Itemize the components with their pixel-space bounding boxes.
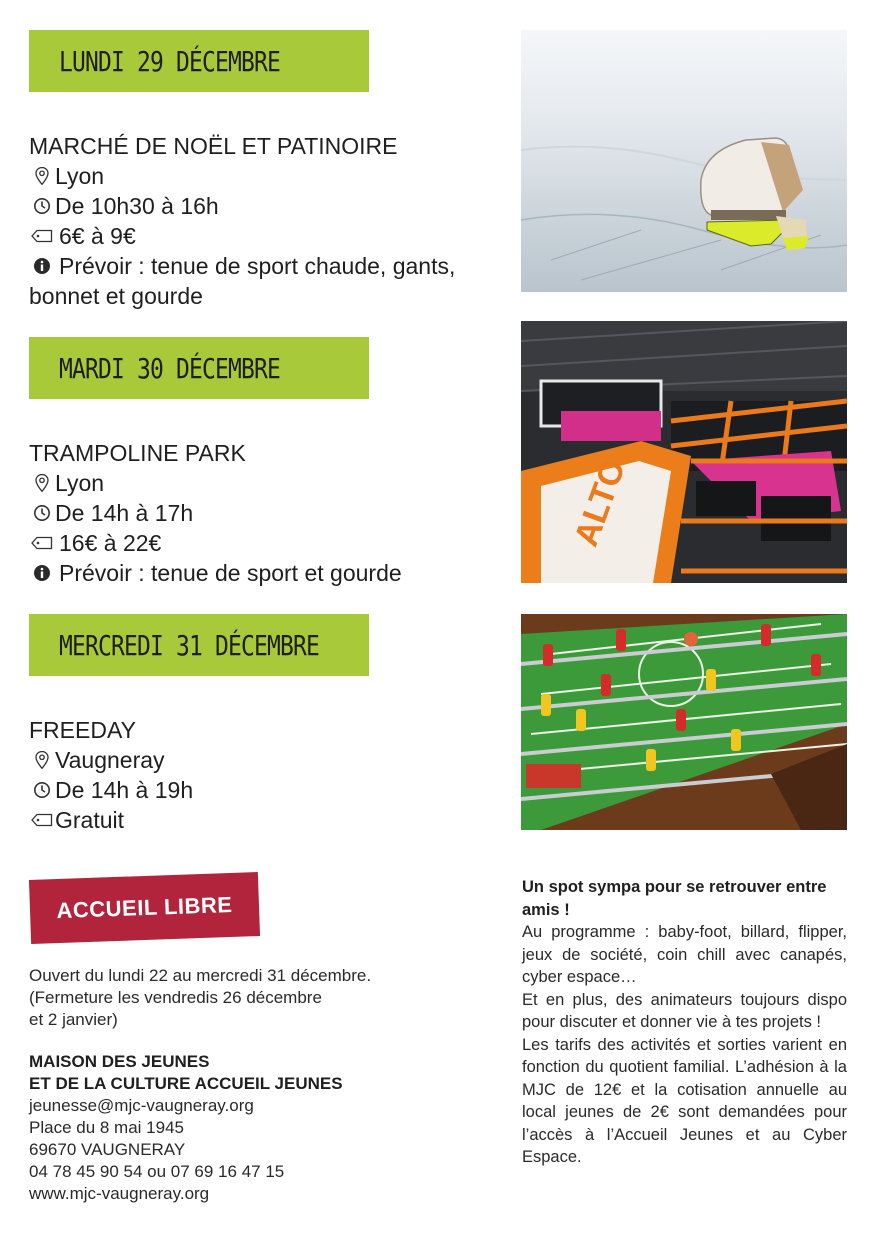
closing-text-2: et 2 janvier) [29,1010,118,1029]
event-time: De 14h à 19h [55,777,194,803]
org-name-line-2: ET DE LA CULTURE ACCUEIL JEUNES [29,1074,343,1093]
website-link[interactable]: www.mjc-vaugneray.org [29,1184,210,1203]
event-note-row [29,558,499,588]
closing-text-1: (Fermeture les vendredis 26 décembre [29,988,322,1007]
event-price-row [29,805,499,835]
price-tag-icon [29,528,55,558]
event-tuesday [29,438,499,588]
event-price-row [29,528,499,558]
spot-paragraph-2: Et en plus, des animateurs toujours dispo pour discuter et donner vie à tes projets ! [522,990,847,1031]
opening-hours [29,965,469,1031]
event-time: De 14h à 17h [55,500,194,526]
org-name-line-1: MAISON DES JEUNES [29,1052,210,1071]
event-price: 16€ à 22€ [59,530,162,556]
event-wednesday [29,715,499,835]
day-banner-tuesday [29,337,369,399]
foosball-photo [521,614,847,830]
opening-text: Ouvert du lundi 22 au mercredi 31 décembre. [29,966,372,985]
day-banner-label: MERCREDI 31 DÉCEMBRE [59,628,320,662]
location-pin-icon [29,468,55,498]
event-location: Lyon [55,470,105,496]
svg-text:ALTO: ALTO [567,454,634,552]
spot-heading: Un spot sympa pour se retrouver entre amis ! [522,878,827,919]
address-line-2: 69670 VAUGNERAY [29,1140,186,1159]
contact-email[interactable]: jeunesse@mjc-vaugneray.org [29,1096,254,1115]
day-banner-wednesday [29,614,369,676]
contact-block [29,1051,469,1205]
price-tag-icon [29,221,55,251]
event-price: 6€ à 9€ [59,223,136,249]
day-banner-label: MARDI 30 DÉCEMBRE [59,351,281,385]
trampoline-park-photo [521,321,847,583]
ice-skate-photo [521,30,847,292]
event-note-row [29,251,499,311]
event-time-row [29,191,499,221]
event-price-row [29,221,499,251]
event-location-row [29,161,499,191]
event-time-row [29,498,499,528]
event-location-row [29,468,499,498]
spot-paragraph-3: Les tarifs des activités et sorties varient en fonction du quotient familial. L’adhésion à la MJC de 12€ et la cotisation annuelle au local jeunes de 2€ sont demandées pour l’accès à l’Accueil Jeunes et au Cyber Espace. [522,1035,847,1166]
accueil-libre-label: ACCUEIL LIBRE [56,891,233,924]
event-title: FREEDAY [29,717,136,743]
spot-paragraph-1: Au programme : baby-foot, billard, flipper, jeux de société, coin chill avec canapés, cyber espace… [522,923,847,986]
day-banner-monday [29,30,369,92]
clock-icon [29,498,55,528]
price-tag-icon [29,805,55,835]
accueil-libre-banner [29,872,260,944]
event-time: De 10h30 à 16h [55,193,219,219]
event-title: TRAMPOLINE PARK [29,440,246,466]
info-icon [29,558,55,588]
spot-description [522,876,847,1169]
event-title: MARCHÉ DE NOËL ET PATINOIRE [29,133,398,159]
location-pin-icon [29,745,55,775]
location-pin-icon [29,161,55,191]
event-location-row [29,745,499,775]
event-note: Prévoir : tenue de sport et gourde [59,560,402,586]
address-line-1: Place du 8 mai 1945 [29,1118,184,1137]
event-monday [29,131,499,311]
event-location: Vaugneray [55,747,165,773]
clock-icon [29,191,55,221]
contact-phones: 04 78 45 90 54 ou 07 69 16 47 15 [29,1162,285,1181]
day-banner-label: LUNDI 29 DÉCEMBRE [59,44,281,78]
event-time-row [29,775,499,805]
clock-icon [29,775,55,805]
event-location: Lyon [55,163,105,189]
event-price: Gratuit [55,807,125,833]
event-note: Prévoir : tenue de sport chaude, gants, bonnet et gourde [29,253,456,309]
